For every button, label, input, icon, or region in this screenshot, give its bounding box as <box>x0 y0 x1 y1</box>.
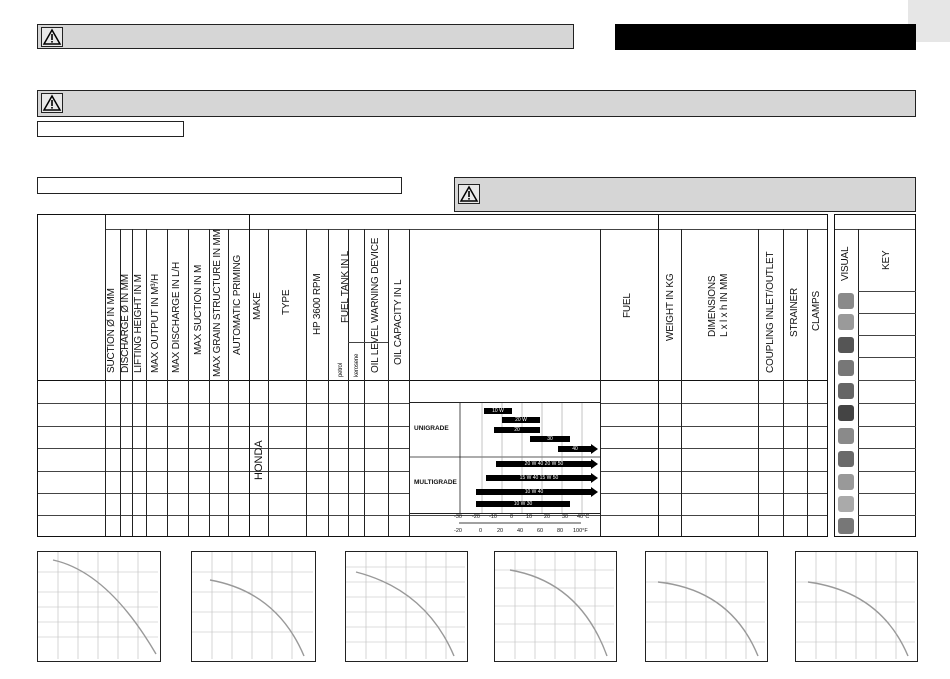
fahrenheit-tick: 60 <box>537 528 544 534</box>
column-divider <box>364 229 365 536</box>
header-type: TYPE <box>281 289 292 315</box>
column-divider <box>681 229 682 536</box>
column-divider <box>658 215 659 536</box>
key-row-divider <box>858 403 916 404</box>
oil-bar-arrow <box>591 444 598 454</box>
column-divider <box>388 229 389 536</box>
oil-bar-arrow <box>591 459 598 469</box>
performance-curve-1 <box>37 551 161 662</box>
oil-bar: 30 <box>530 436 570 442</box>
oil-bar: 40 <box>558 446 592 452</box>
header-make: MAKE <box>252 292 263 320</box>
visual-thumbnail-icon <box>838 518 854 534</box>
oil-bar: 10 W 30 <box>476 501 570 507</box>
header-max-grain: MAX GRAIN STRUCTURE IN MM <box>212 229 223 377</box>
column-divider <box>105 215 106 536</box>
visual-thumbnail-icon <box>838 314 854 330</box>
header-max-suction: MAX SUCTION IN M <box>193 264 204 355</box>
key-row-divider <box>858 335 916 336</box>
key-header-divider <box>835 229 915 230</box>
header-oil-capacity: OIL CAPACITY IN L <box>393 279 404 365</box>
performance-curve-2 <box>191 551 316 662</box>
key-row-divider <box>858 515 916 516</box>
header-lifting-height: LIFTING HEIGHT IN M <box>133 274 144 373</box>
visual-thumbnail-icon <box>838 293 854 309</box>
caption-box <box>37 177 402 194</box>
column-divider <box>268 229 269 536</box>
header-kerosene: kerosene <box>354 353 360 377</box>
visual-thumbnail-icon <box>838 383 854 399</box>
fahrenheit-tick: 100°F <box>573 528 588 534</box>
header-auto-priming: AUTOMATIC PRIMING <box>232 254 243 355</box>
curve-grid <box>796 552 915 659</box>
celsius-tick: 10 <box>526 514 533 520</box>
key-row-divider <box>858 471 916 472</box>
header-weight: WEIGHT IN KG <box>665 273 676 341</box>
warning-triangle-icon <box>41 27 63 47</box>
oil-bar-arrow <box>591 487 598 497</box>
header-coupling: COUPLING INLET/OUTLET <box>765 251 776 373</box>
curve-grid <box>346 552 465 659</box>
top-warning-bar <box>37 24 574 49</box>
column-divider <box>146 229 147 536</box>
column-divider <box>328 229 329 536</box>
header-rpm: HP 3600 RPM <box>312 273 323 335</box>
performance-curve-4 <box>494 551 617 662</box>
key-row-divider <box>858 426 916 427</box>
curve-grid <box>192 552 313 659</box>
header-visual: VISUAL <box>840 246 851 281</box>
key-column-divider <box>858 229 859 536</box>
oil-bar: 10 W 40 <box>476 489 592 495</box>
curve-grid <box>38 552 158 659</box>
column-divider <box>783 229 784 536</box>
column-divider <box>807 229 808 536</box>
warning-triangle-icon <box>458 184 480 204</box>
column-divider <box>167 229 168 536</box>
header-clamps: CLAMPS <box>811 291 822 331</box>
caption-warning-bar <box>454 177 916 212</box>
header-dimensions: DIMENSIONS <box>707 275 718 337</box>
header-fuel: FUEL <box>622 293 633 318</box>
visual-thumbnail-icon <box>838 405 854 421</box>
header-bottom-divider <box>38 380 827 381</box>
visual-thumbnail-icon <box>838 360 854 376</box>
visual-thumbnail-icon <box>838 451 854 467</box>
column-divider <box>228 229 229 536</box>
header-petrol: petrol <box>338 363 344 377</box>
celsius-tick: -10 <box>489 514 497 520</box>
oil-bar: 10 W <box>484 408 512 414</box>
header-suction: SUCTION Ø IN MM <box>106 288 117 373</box>
visual-thumbnail-icon <box>838 337 854 353</box>
oil-bar: 15 W 40 15 W 50 <box>486 475 592 481</box>
performance-curve-5 <box>645 551 768 662</box>
temperature-axis <box>409 512 599 540</box>
header-max-discharge: MAX DISCHARGE IN L/H <box>171 261 182 373</box>
celsius-tick: 20 <box>544 514 551 520</box>
performance-curve-3 <box>345 551 468 662</box>
column-divider <box>249 215 250 536</box>
key-row-divider <box>858 380 916 381</box>
celsius-tick: -20 <box>472 514 480 520</box>
oil-bar: 20 W <box>502 417 540 423</box>
visual-thumbnail-icon <box>838 474 854 490</box>
celsius-tick: 40°C <box>577 514 590 520</box>
key-row-divider <box>858 357 916 358</box>
visual-key-table <box>834 214 916 537</box>
fuel-tank-split <box>348 342 388 343</box>
column-divider <box>758 229 759 536</box>
temperature-scale <box>409 512 599 540</box>
header-oil-warning: OIL LEVEL WARNING DEVICE <box>370 237 381 373</box>
celsius-tick: -30 <box>454 514 462 520</box>
oil-bar: 20 <box>494 427 540 433</box>
section-warning-bar <box>37 90 916 117</box>
header-fuel-tank: FUEL TANK IN L <box>340 250 351 323</box>
fahrenheit-tick: 80 <box>557 528 564 534</box>
visual-thumbnail-icon <box>838 496 854 512</box>
title-black-bar <box>615 24 916 50</box>
unigrade-label: UNIGRADE <box>414 425 449 432</box>
curve-grid <box>646 552 765 659</box>
header-max-output: MAX OUTPUT IN M³/H <box>150 274 161 373</box>
fahrenheit-tick: 40 <box>517 528 524 534</box>
subtitle-box <box>37 121 184 137</box>
oil-viscosity-chart <box>409 402 601 514</box>
multigrade-label: MULTIGRADE <box>414 479 457 486</box>
curve-grid <box>495 552 614 659</box>
fahrenheit-tick: 20 <box>497 528 504 534</box>
key-row-divider <box>858 493 916 494</box>
header-strainer: STRAINER <box>789 288 800 337</box>
make-value-honda: HONDA <box>253 440 265 480</box>
warning-triangle-icon <box>41 93 63 113</box>
celsius-tick: 0 <box>510 514 514 520</box>
column-divider <box>188 229 189 536</box>
oil-bar-arrow <box>591 473 598 483</box>
header-dimensions-units: L x l x h IN MM <box>719 273 730 337</box>
header-discharge: DISCHARGE Ø IN MM <box>120 274 131 373</box>
key-row-divider <box>858 448 916 449</box>
column-divider <box>306 229 307 536</box>
key-row-divider <box>858 291 916 292</box>
header-key: KEY <box>881 250 892 270</box>
oil-bar: 20 W 40 20 W 50 <box>496 461 592 467</box>
fahrenheit-tick: -20 <box>454 528 462 534</box>
column-divider <box>209 229 210 536</box>
performance-curve-6 <box>795 551 918 662</box>
fahrenheit-tick: 0 <box>479 528 483 534</box>
key-row-divider <box>858 313 916 314</box>
visual-thumbnail-icon <box>838 428 854 444</box>
celsius-tick: 30 <box>562 514 569 520</box>
